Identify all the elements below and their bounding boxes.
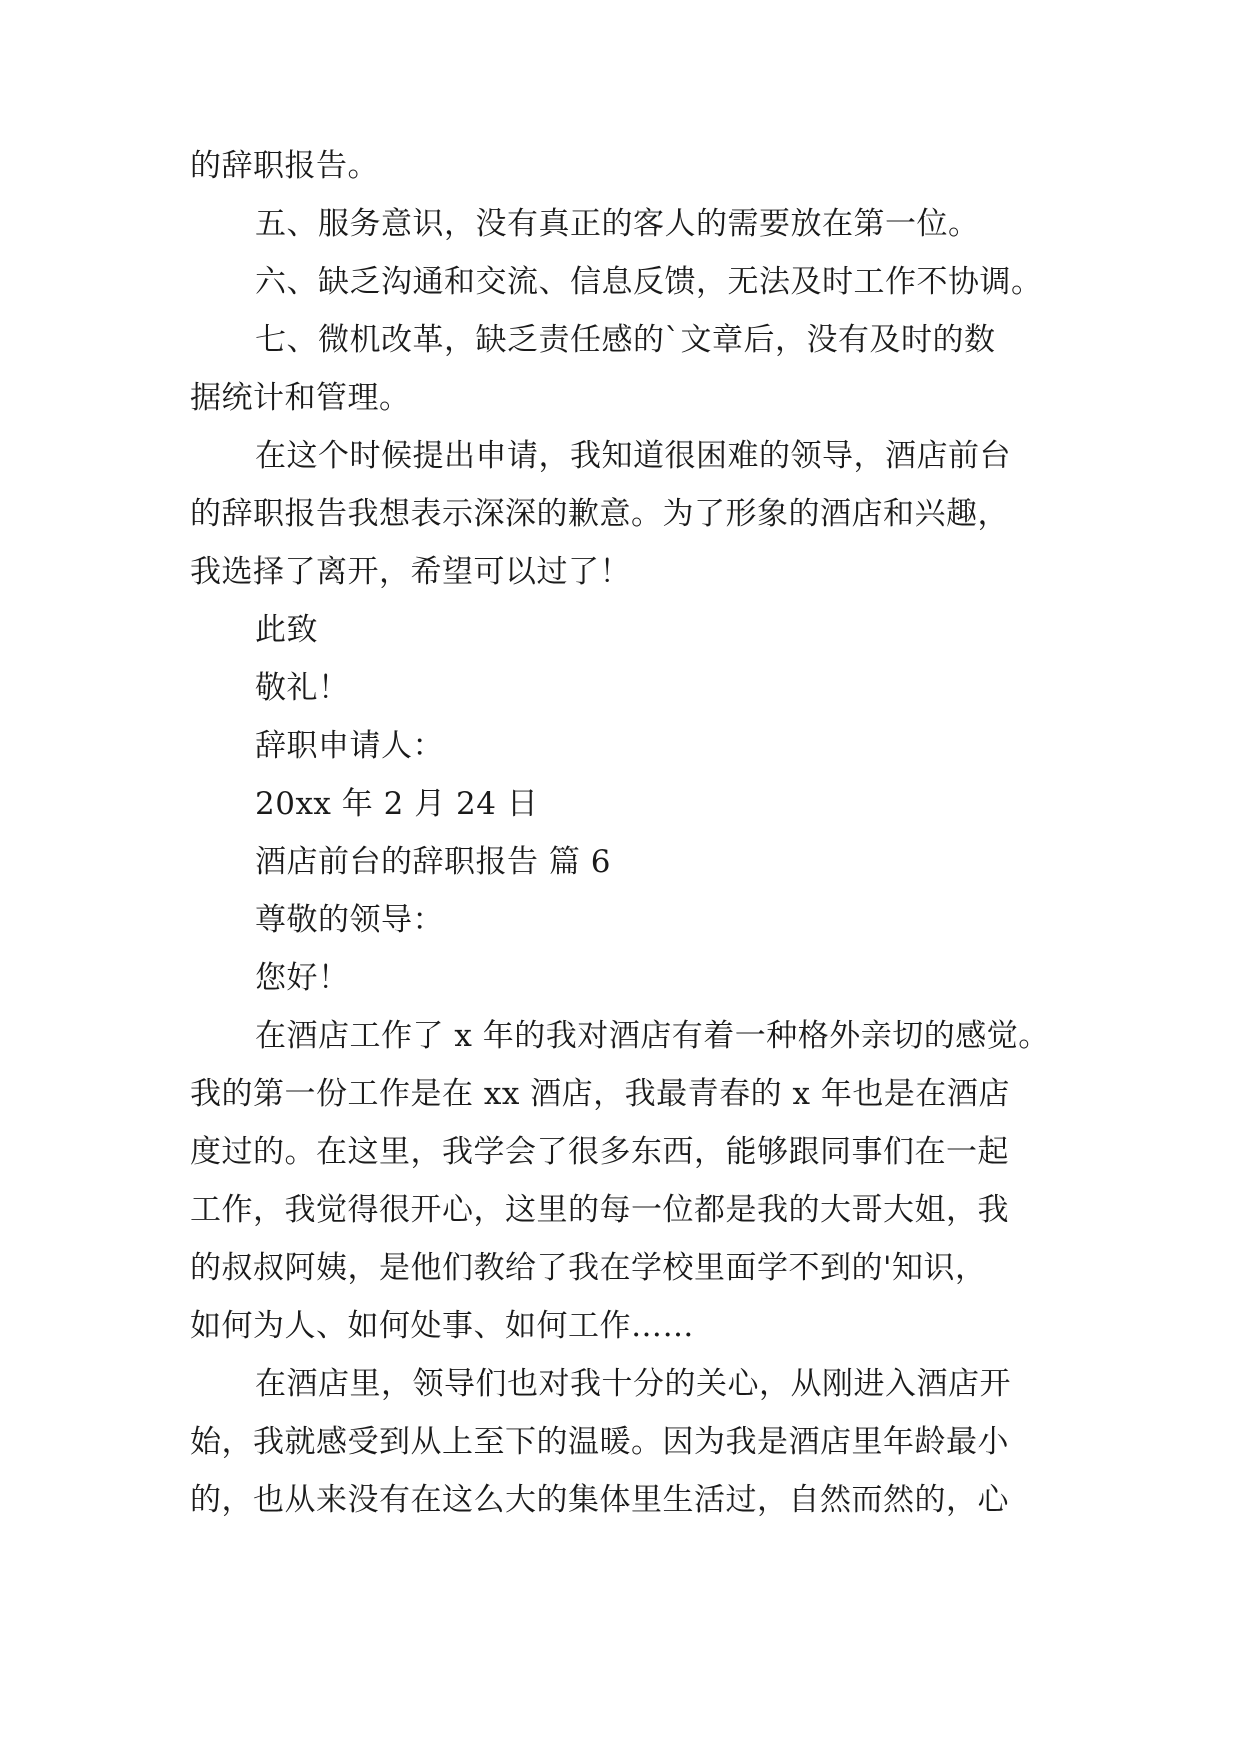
paragraph-line: 的辞职报告我想表示深深的歉意。为了形象的酒店和兴趣， [190,496,1009,532]
list-item: 五、服务意识，没有真正的客人的需要放在第一位。 [255,206,980,242]
text-line: 的辞职报告。 [190,148,379,184]
closing-salutation: 此致 [255,612,318,648]
paragraph-line: 的叔叔阿姨，是他们教给了我在学校里面学不到的'知识， [190,1250,987,1286]
closing-regards: 敬礼！ [255,670,350,706]
paragraph-line: 在酒店工作了 x 年的我对酒店有着一种格外亲切的感觉。 [255,1018,1050,1054]
paragraph-line: 度过的。在这里，我学会了很多东西，能够跟同事们在一起 [190,1134,1009,1170]
text-line: 据统计和管理。 [190,380,411,416]
paragraph-line: 在这个时候提出申请，我知道很困难的领导，酒店前台 [255,438,1011,474]
paragraph-line: 工作，我觉得很开心，这里的每一位都是我的大哥大姐，我 [190,1192,1009,1228]
date-line: 20xx 年 2 月 24 日 [255,786,539,822]
paragraph-line: 在酒店里，领导们也对我十分的关心，从刚进入酒店开 [255,1366,1011,1402]
signature-label: 辞职申请人： [255,728,444,764]
list-item: 七、微机改革，缺乏责任感的`文章后，没有及时的数 [255,322,996,358]
section-title: 酒店前台的辞职报告 篇 6 [255,844,611,880]
greeting: 尊敬的领导： [255,902,444,938]
paragraph-line: 始，我就感受到从上至下的温暖。因为我是酒店里年龄最小 [190,1424,1009,1460]
paragraph-line: 我选择了离开，希望可以过了！ [190,554,631,590]
paragraph-line: 的，也从来没有在这么大的集体里生活过，自然而然的，心 [190,1482,1009,1518]
paragraph-line: 我的第一份工作是在 xx 酒店，我最青春的 x 年也是在酒店 [190,1076,1010,1112]
list-item: 六、缺乏沟通和交流、信息反馈，无法及时工作不协调。 [255,264,1043,300]
greeting-hello: 您好！ [255,960,350,996]
paragraph-line: 如何为人、如何处事、如何工作…… [190,1308,694,1344]
